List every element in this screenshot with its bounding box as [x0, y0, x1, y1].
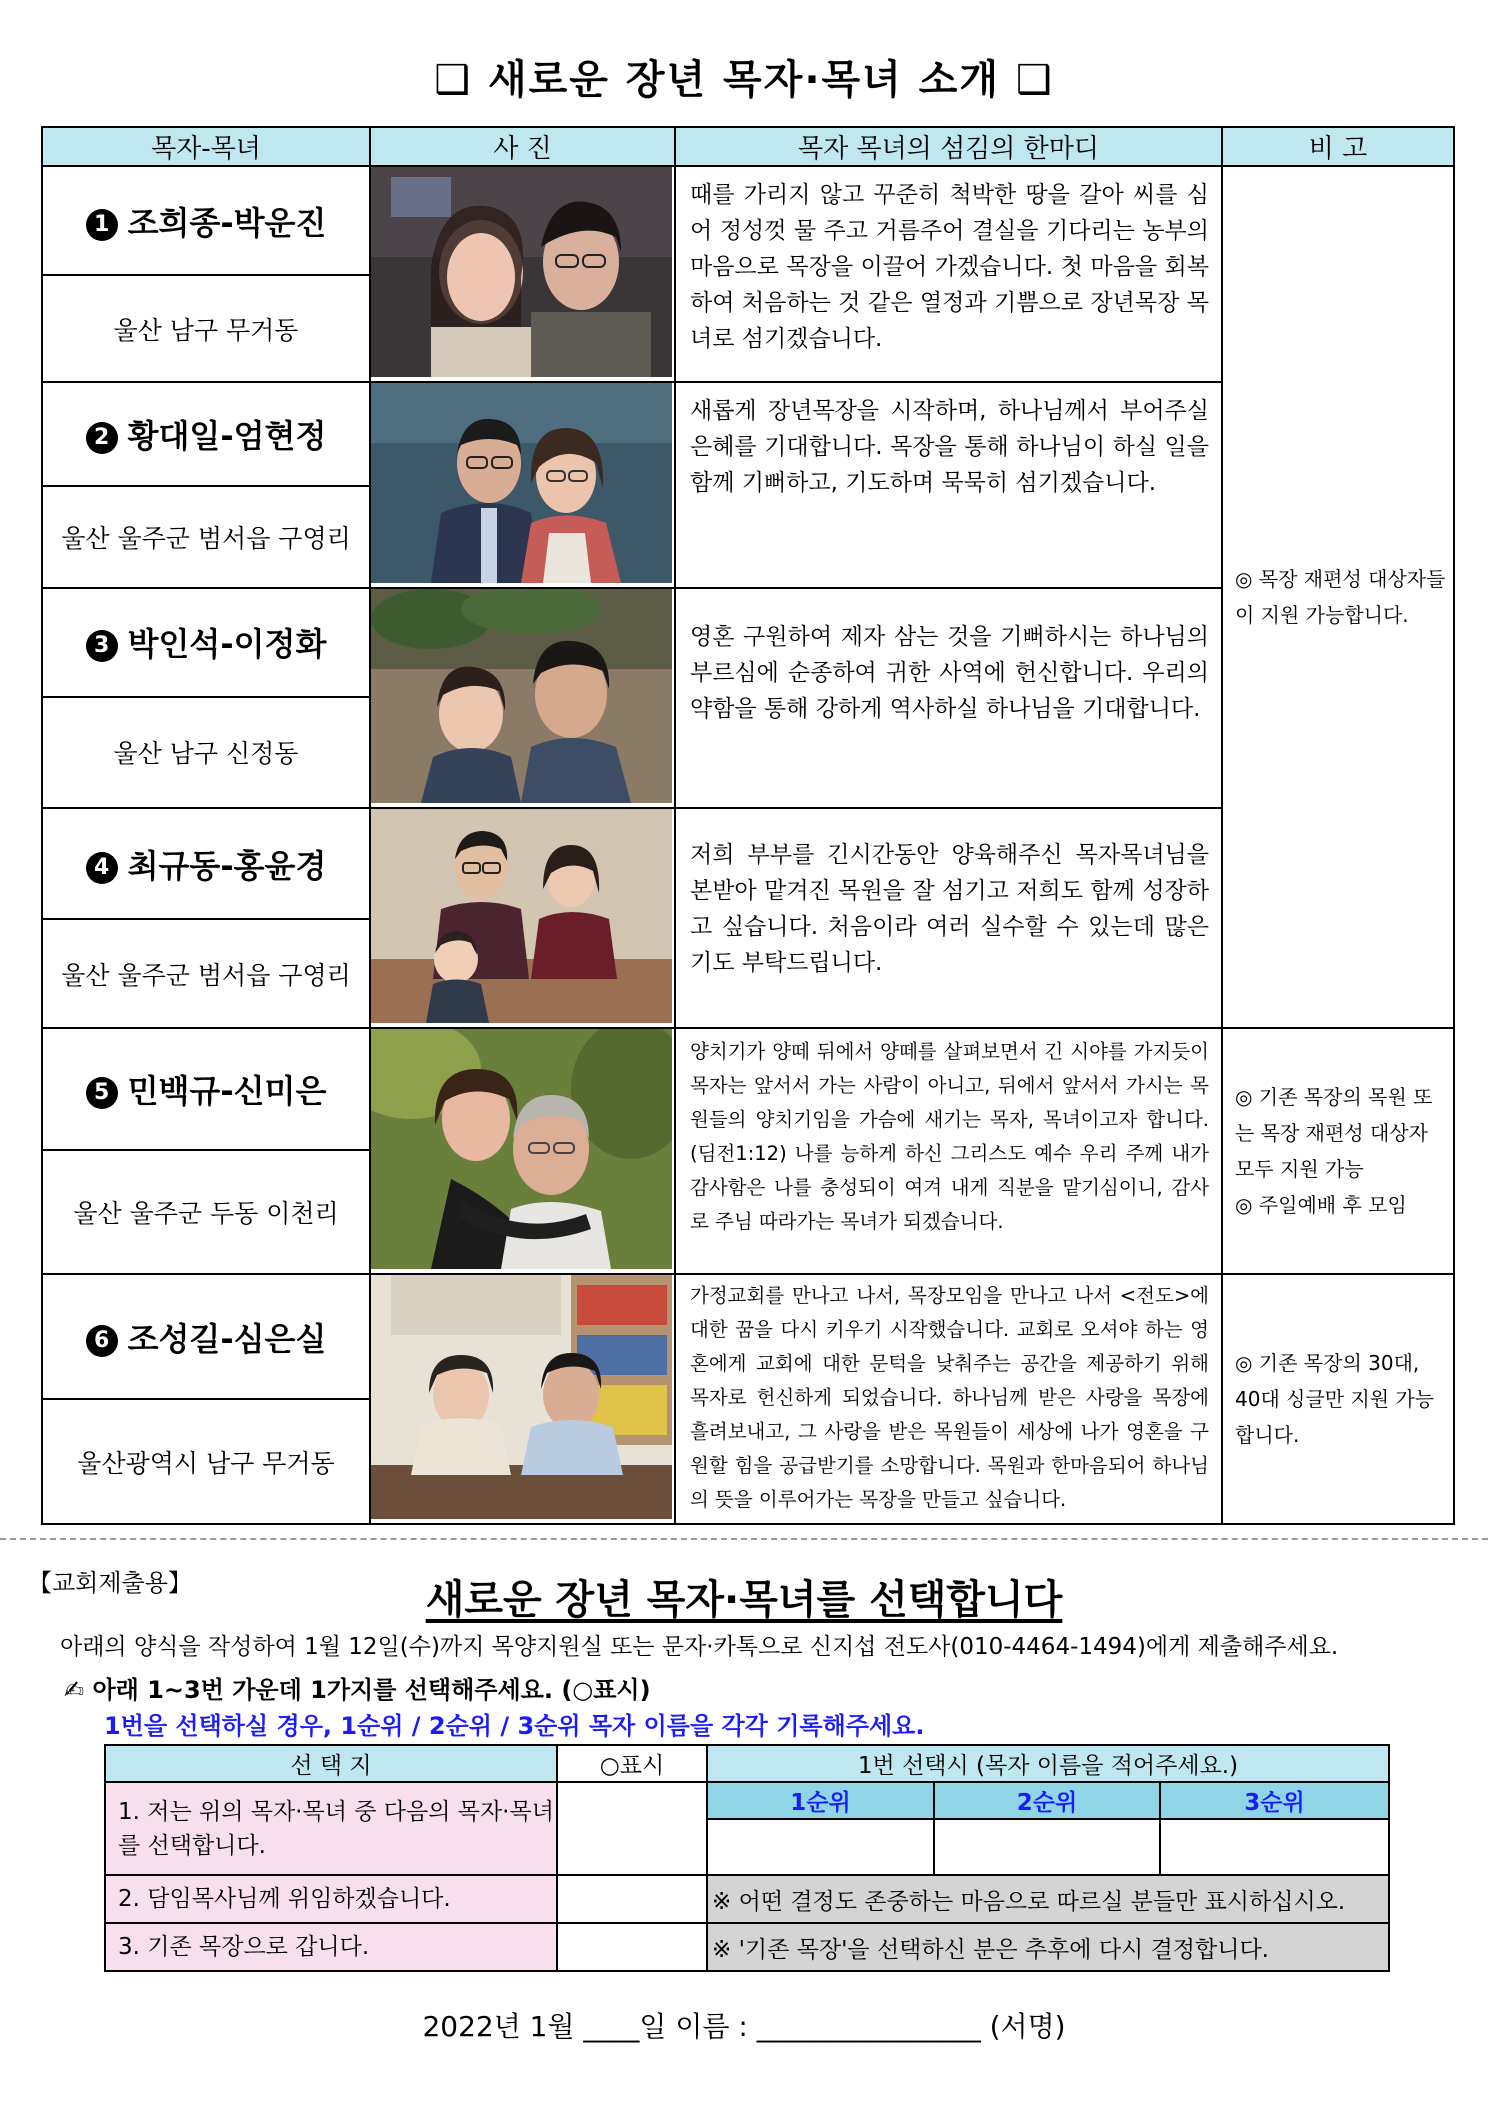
form-instruction: 아래의 양식을 작성하여 1월 12일(수)까지 목양지원실 또는 문자·카톡으로 신지섭 전도사(010-4464-1494)에게 제출해주세요.: [60, 1634, 1339, 1660]
mark-field-3[interactable]: [557, 1923, 707, 1971]
col-header-note: 비 고: [1222, 127, 1454, 166]
option-3: 3. 기존 목장으로 갑니다.: [105, 1923, 557, 1971]
couple-name: 1 조희종-박운진: [42, 166, 370, 275]
couple-photo-image: [371, 1275, 672, 1519]
rank-1-field[interactable]: [707, 1819, 934, 1875]
col-header-couple: 목자-목녀: [42, 127, 370, 166]
rank-3-header: 3순위: [1160, 1782, 1389, 1819]
rank-2-field[interactable]: [934, 1819, 1160, 1875]
couple-address: 울산 울주군 범서읍 구영리: [42, 486, 370, 588]
col-header-names: 1번 선택시 (목자 이름을 적어주세요.): [707, 1745, 1389, 1782]
couple-photo-image: [371, 167, 672, 377]
number-badge: 5: [86, 1077, 118, 1109]
couple-name: 6 조성길-심은실: [42, 1274, 370, 1399]
rank-instruction: 1번을 선택하실 경우, 1순위 / 2순위 / 3순위 목자 이름을 각각 기록해주세요.: [104, 1712, 925, 1740]
note-cell: [1222, 1028, 1454, 1274]
cut-line-divider: [0, 1538, 1488, 1540]
number-badge: 6: [86, 1325, 118, 1357]
col-header-photo: 사 진: [370, 127, 675, 166]
option-1: 1. 저는 위의 목자·목녀 중 다음의 목자·목녀를 선택합니다.: [105, 1782, 557, 1875]
form-row: [105, 1782, 1389, 1819]
rank-3-field[interactable]: [1160, 1819, 1389, 1875]
couple-photo-image: [371, 383, 672, 583]
leader-message: 영혼 구원하여 제자 삼는 것을 기뻐하시는 하나님의 부르심에 순종하여 귀한 사역에 헌신합니다. 우리의 약함을 통해 강하게 역사하실 하나님을 기대합니다.: [675, 588, 1222, 808]
option-3-note: ※ '기존 목장'을 선택하신 분은 추후에 다시 결정합니다.: [707, 1923, 1389, 1971]
submit-label: 【교회제출용】: [28, 1569, 192, 1597]
couple-photo: [370, 166, 675, 382]
number-badge: 3: [86, 630, 118, 662]
family-photo-image: [371, 809, 672, 1023]
couple-address: 울산 울주군 두동 이천리: [42, 1150, 370, 1274]
couple-photo: [370, 1028, 675, 1274]
option-2: 2. 담임목사님께 위임하겠습니다.: [105, 1875, 557, 1923]
form-row: [105, 1875, 1389, 1923]
choose-instruction: ✍ 아래 1~3번 가운데 1가지를 선택해주세요. (○표시): [64, 1676, 651, 1704]
note-text: ◎ 주일예배 후 모임: [1235, 1193, 1407, 1217]
number-badge: 4: [86, 852, 118, 884]
col-header-message: 목자 목녀의 섬김의 한마디: [675, 127, 1222, 166]
table-row: [42, 1274, 1454, 1399]
number-badge: 2: [86, 422, 118, 454]
rank-1-header: 1순위: [707, 1782, 934, 1819]
col-header-mark: ○표시: [557, 1745, 707, 1782]
leader-message: 저희 부부를 긴시간동안 양육해주신 목자목녀님을 본받아 맡겨진 목원을 잘 섬기고 저희도 함께 성장하고 싶습니다. 처음이라 여러 실수할 수 있는데 많은 기도 부탁드립니다.: [675, 808, 1222, 1028]
note-text: ◎ 기존 목장의 목원 또는 목장 재편성 대상자 모두 지원 가능: [1235, 1085, 1433, 1181]
couple-photo: [370, 588, 675, 808]
table-row: [42, 166, 1454, 275]
leaders-table: [41, 126, 1455, 1525]
couple-photo: [370, 382, 675, 588]
form-header-row: [105, 1745, 1389, 1782]
couple-address: 울산 남구 무거동: [42, 275, 370, 382]
number-badge: 1: [86, 209, 118, 241]
couple-address: 울산광역시 남구 무거동: [42, 1399, 370, 1524]
leader-message: 가정교회를 만나고 나서, 목장모임을 만나고 나서 <전도>에 대한 꿈을 다시 키우기 시작했습니다. 교회로 오셔야 하는 영혼에게 교회에 대한 문턱을 낮춰주는 공간을 제공하기 위해 목자로 헌신하게 되었습니다. 하나님께 받은 사랑을 목장에 흘려보내고, 그 사랑을 받은 목원들이 세상에 나가 영혼을 구원할 힘을 공급받기를 소망합니다. 목원과 한마음되어 하나님의 뜻을 이루어가는 목장을 만들고 싶습니다.: [675, 1274, 1222, 1524]
mark-field-2[interactable]: [557, 1875, 707, 1923]
selection-form: [104, 1744, 1390, 1972]
couple-photo-image: [371, 589, 672, 803]
table-header-row: [42, 127, 1454, 166]
couple-photo: [370, 1274, 675, 1524]
note-cell: ◎ 목장 재편성 대상자들이 지원 가능합니다.: [1222, 166, 1454, 1028]
leader-message: 때를 가리지 않고 꾸준히 척박한 땅을 갈아 씨를 심어 정성껏 물 주고 거름주어 결실을 기다리는 농부의 마음으로 목장을 이끌어 가겠습니다. 첫 마음을 회복하여 처음하는 것 같은 열정과 기쁨으로 장년목장 목녀로 섬기겠습니다.: [675, 166, 1222, 382]
couple-address: 울산 울주군 범서읍 구영리: [42, 919, 370, 1028]
rank-2-header: 2순위: [934, 1782, 1160, 1819]
couple-address: 울산 남구 신정동: [42, 697, 370, 808]
mark-field-1[interactable]: [557, 1782, 707, 1875]
couple-name: 4 최규동-홍윤경: [42, 808, 370, 919]
leader-message: 양치기가 양떼 뒤에서 양떼를 살펴보면서 긴 시야를 가지듯이 목자는 앞서서 가는 사람이 아니고, 뒤에서 앞서서 가시는 목원들의 양치기임을 가슴에 새기는 목자, 목녀이고자 합니다. (딤전1:12) 나를 능하게 하신 그리스도 예수 우리 주께 내가 감사함은 나를 충성되이 여겨 내게 직분을 맡기심이니, 감사로 주님 따라가는 목녀가 되겠습니다.: [675, 1028, 1222, 1274]
option-2-note: ※ 어떤 결정도 존중하는 마음으로 따르실 분들만 표시하십시오.: [707, 1875, 1389, 1923]
form-row: [105, 1923, 1389, 1971]
note-cell: ◎ 기존 목장의 30대, 40대 싱글만 지원 가능합니다.: [1222, 1274, 1454, 1524]
couple-name: 5 민백규-신미은: [42, 1028, 370, 1150]
page-title: ❑ 새로운 장년 목자·목녀 소개 ❑: [434, 57, 1054, 103]
leader-message: 새롭게 장년목장을 시작하며, 하나님께서 부어주실 은혜를 기대합니다. 목장을 통해 하나님이 하실 일을 함께 기뻐하고, 기도하며 묵묵히 섬기겠습니다.: [675, 382, 1222, 588]
col-header-choice: 선 택 지: [105, 1745, 557, 1782]
table-row: [42, 1028, 1454, 1150]
couple-name: 3 박인석-이정화: [42, 588, 370, 697]
couple-photo-image: [371, 1029, 672, 1269]
form-title: 새로운 장년 목자·목녀를 선택합니다: [425, 1577, 1063, 1623]
family-photo: [370, 808, 675, 1028]
signature-line: 2022년 1월 ____일 이름 : ________________ (서명): [422, 2010, 1066, 2043]
couple-name: 2 황대일-엄현정: [42, 382, 370, 486]
